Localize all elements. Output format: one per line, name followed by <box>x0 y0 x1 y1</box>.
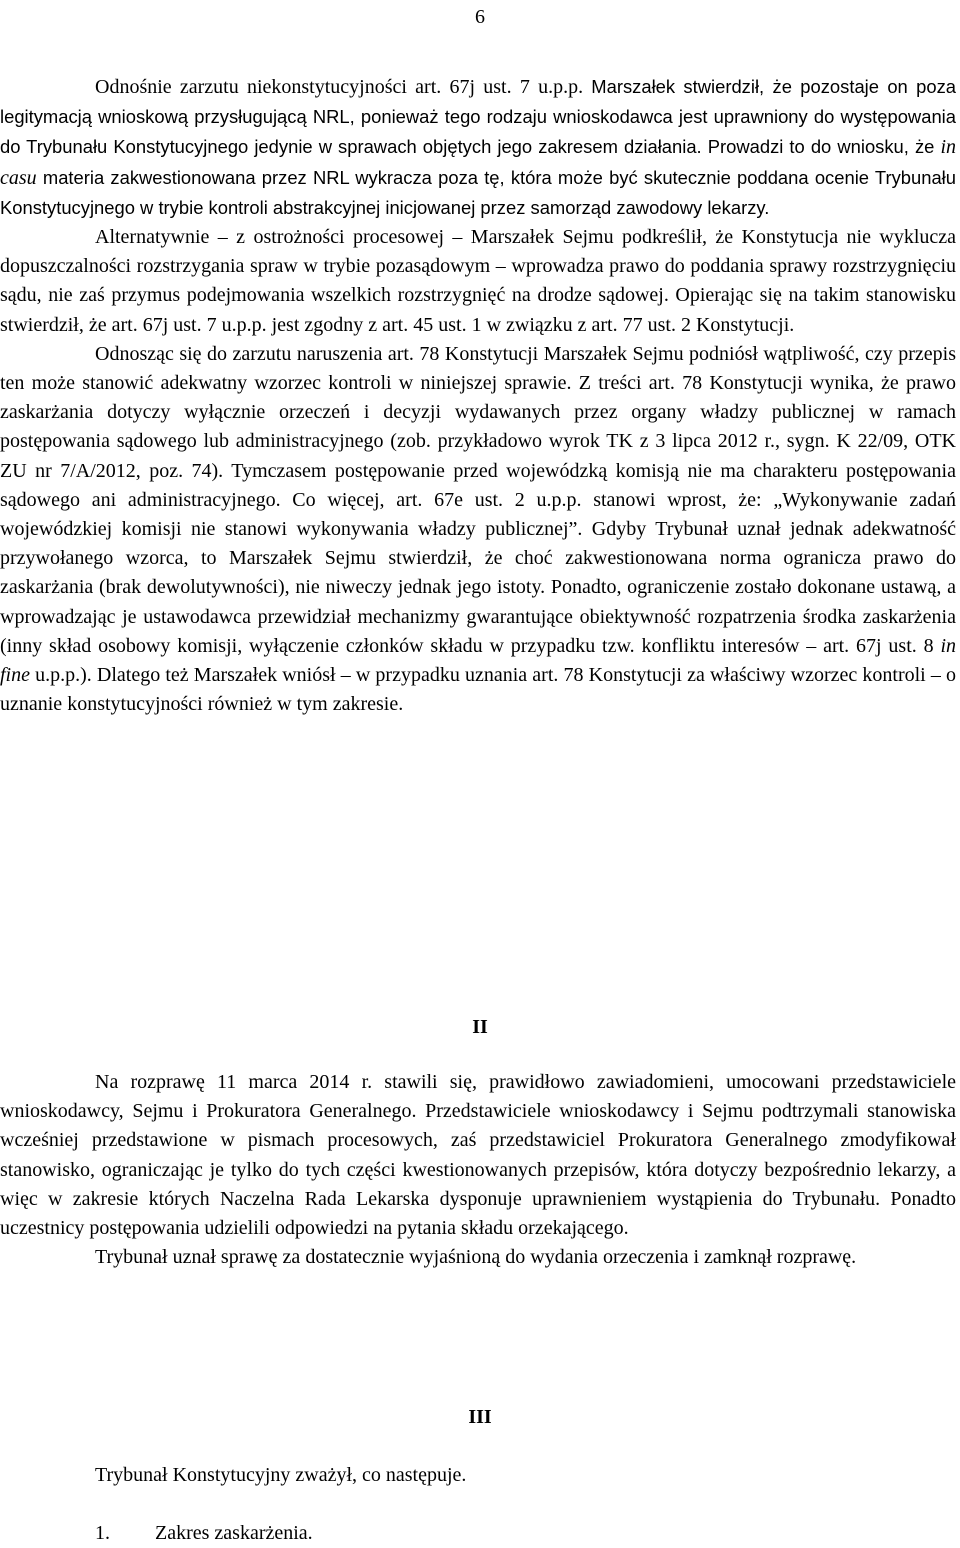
page-number: 6 <box>475 6 485 28</box>
paragraph-3 <box>0 340 956 720</box>
paragraph-1-part-c: Prowadzi to do wniosku, że <box>707 136 941 158</box>
paragraph-1-part-a: Odnośnie zarzutu niekonstytucyjności art. 67j ust. 7 u.p.p. <box>95 76 592 98</box>
paragraph-3-part-a: Odnosząc się do zarzutu naruszenia art. 78 Konstytucji Marszałek Sejmu podniósł wątpliwość, czy przepis ten może stanowić adekwatny wzorzec kontroli w niniejszej sprawie. Z treści art. 78 Konstytucji wynika, że prawo zaskarżania dotyczy wyłącznie orzeczeń i decyzji wydawanych przez organy władzy publicznej w ramach postępowania sądowego lub administracyjnego (zob. przykładowo wyrok TK z 3 lipca 2012 r., sygn. K 22/09, OTK ZU nr 7/A/2012, poz. 74). Tymczasem postępowanie przed wojewódzką komisją nie ma charakteru postępowania sądowego ani administracyjnego. Co więcej, art. 67e ust. 2 u.p.p. stanowi wprost, że: „Wykonywanie zadań wojewódzkiej komisji nie stanowi wykonywania władzy publicznej”. Gdyby Trybunał uznał jednak adekwatność przywołanego wzorca, to Marszałek Sejmu stwierdził, że choć zakwestionowana norma ogranicza prawo do zaskarżania (brak dewolutywności), nie niweczy jednak jego istoty. Ponadto, ograniczenie zostało dokonane ustawą, a wprowadzając je ustawodawca przewidział mechanizmy gwarantujące obiektywność rozpatrzenia środka zaskarżenia (inny skład osobowy komisji, wyłączenie członków składu w przypadku tzw. konfliktu interesów – art. 67j ust. 8 <box>0 342 956 657</box>
paragraph-3-italic: in fine <box>0 634 956 687</box>
section-heading-3: III <box>468 1406 492 1428</box>
paragraph-1-italic: in casu <box>0 136 957 189</box>
paragraph-2: Alternatywnie – z ostrożności procesowej – Marszałek Sejmu podkreślił, że Konstytucja nie wyklucza dopuszczalności rozstrzygania spraw w trybie pozasądowym – wprowadza prawo do poddania sprawy rozstrzygnięciu sądu, nie zaś przymus podejmowania wszelkich rozstrzygnięć na drodze sądowej. Opierając się na takim stanowisku stwierdził, że art. 67j ust. 7 u.p.p. jest zgodny z art. 45 ust. 1 w związku z art. 77 ust. 2 Konstytucji. <box>0 226 956 336</box>
section-2-text <box>0 1068 956 1272</box>
paragraph-1-part-d: materia zakwestionowana przez NRL wykracza poza tę, która może być skutecznie poddana ocenie Trybunału Konstytucyjnego w trybie kontroli abstrakcyjnej inicjowanej przez samorząd zawodowy lekarzy. <box>0 166 956 218</box>
list-item <box>95 1519 313 1548</box>
paragraph-1 <box>0 72 956 223</box>
list-item-number: 1. <box>95 1522 110 1544</box>
paragraph-4: Na rozprawę 11 marca 2014 r. stawili się, prawidłowo zawiadomieni, umocowani przedstawiciele wnioskodawcy, Sejmu i Prokuratora Generalnego. Przedstawiciele wnioskodawcy i Sejmu podtrzymali stanowiska wcześniej przedstawione w pismach procesowych, zaś przedstawiciel Prokuratora Generalnego zmodyfikował stanowisko, ograniczając je tylko do tych części kwestionowanych przepisów, która dotyczy bezpośrednio lekarzy, a więc w zakresie których Naczelna Rada Lekarska dysponuje uprawnieniem wystąpienia do Trybunału. Ponadto uczestnicy postępowania udzielili odpowiedzi na pytania składu orzekającego. <box>0 1071 956 1240</box>
section-heading-2: II <box>472 1016 488 1038</box>
paragraph-1-part-b: Marszałek stwierdził, że pozostaje on poza legitymacją wnioskową przysługującą NRL, ponieważ tego rodzaju wnioskodawca jest uprawniony do występowania do Trybunału Konstytucyjnego jedynie w sprawach objętych jego zakresem działania. <box>0 76 956 158</box>
paragraph-3-part-b: u.p.p.). Dlatego też Marszałek wniósł – w przypadku uznania art. 78 Konstytucji za właściwy wzorzec kontroli – o uznanie konstytucyjności również w tym zakresie. <box>0 664 956 716</box>
list-item-text: Zakres zaskarżenia. <box>155 1522 313 1544</box>
paragraph-6: Trybunał Konstytucyjny zważył, co następuje. <box>95 1464 467 1486</box>
paragraph-5: Trybunał uznał sprawę za dostatecznie wyjaśnioną do wydania orzeczenia i zamknął rozprawę. <box>95 1246 857 1269</box>
body-text <box>0 72 956 719</box>
